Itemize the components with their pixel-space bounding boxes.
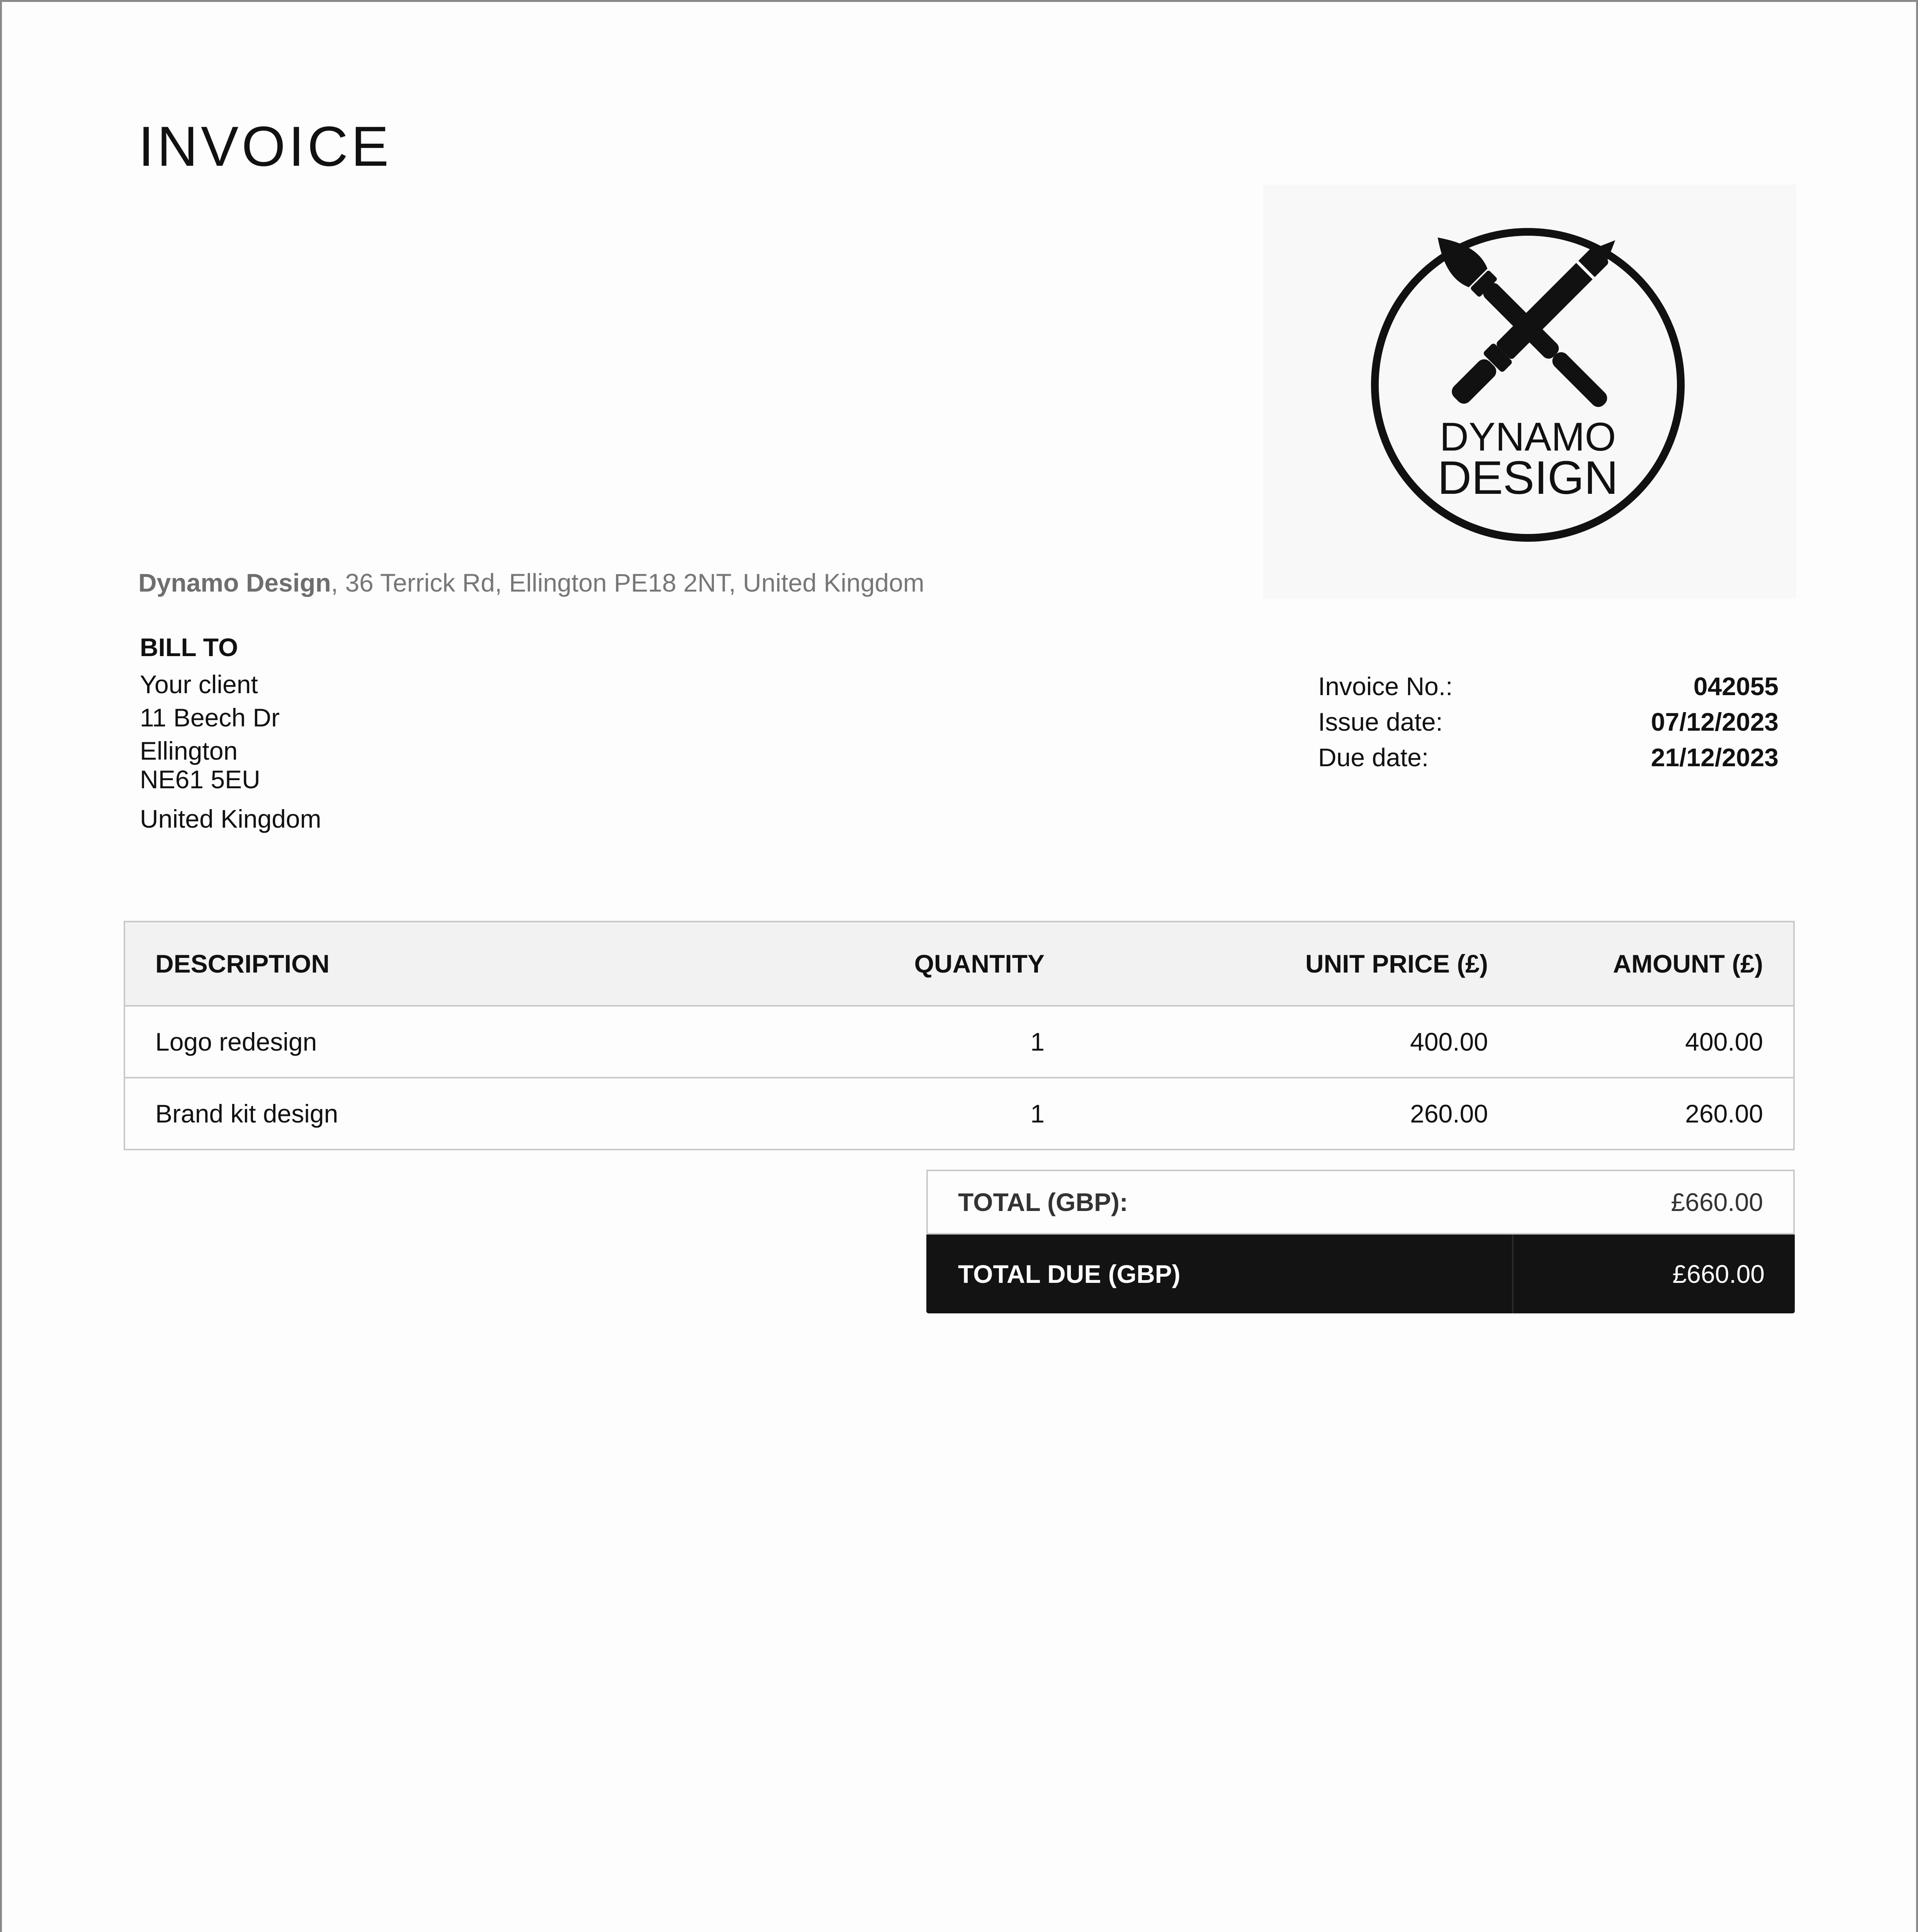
client-name: Your client — [140, 670, 258, 699]
header-description: DESCRIPTION — [155, 949, 330, 978]
row-description: Brand kit design — [155, 1099, 338, 1128]
client-city: Ellington — [140, 736, 238, 765]
bill-to-block — [140, 634, 321, 832]
issue-date-label: Issue date: — [1318, 707, 1443, 736]
totals-block — [926, 1170, 1795, 1313]
invoice-meta — [1318, 672, 1779, 778]
logo-graphic — [1263, 185, 1796, 599]
table-row — [125, 1007, 1793, 1078]
row-quantity: 1 — [1030, 1099, 1045, 1128]
due-date-label: Due date: — [1318, 743, 1429, 772]
invoice-number-label: Invoice No.: — [1318, 672, 1453, 701]
total-row — [926, 1170, 1795, 1235]
sender-name: Dynamo Design — [138, 568, 331, 597]
total-due-row — [926, 1235, 1795, 1313]
total-label: TOTAL (GBP): — [958, 1188, 1128, 1216]
bill-to-heading: BILL TO — [140, 633, 238, 662]
table-header — [125, 922, 1793, 1007]
client-street: 11 Beech Dr — [140, 703, 280, 732]
row-quantity: 1 — [1030, 1027, 1045, 1056]
header-quantity: QUANTITY — [914, 949, 1045, 978]
row-amount: 400.00 — [1685, 1027, 1763, 1056]
row-amount: 260.00 — [1685, 1099, 1763, 1128]
row-description: Logo redesign — [155, 1027, 317, 1056]
total-due-value: £660.00 — [1512, 1235, 1795, 1313]
due-date-value: 21/12/2023 — [1651, 743, 1779, 772]
client-postcode: NE61 5EU — [140, 765, 260, 794]
sender-address-line — [138, 568, 924, 597]
client-country: United Kingdom — [140, 804, 321, 833]
total-value: £660.00 — [1671, 1188, 1763, 1216]
invoice-number-value: 042055 — [1693, 672, 1779, 701]
sender-address: , 36 Terrick Rd, Ellington PE18 2NT, United Kingdom — [331, 568, 924, 597]
company-logo — [1263, 185, 1796, 599]
issue-date-row — [1318, 707, 1779, 743]
row-unit-price: 260.00 — [1410, 1099, 1488, 1128]
table-row — [125, 1078, 1793, 1149]
logo-text-line1: DYNAMO — [1439, 415, 1616, 459]
row-unit-price: 400.00 — [1410, 1027, 1488, 1056]
issue-date-value: 07/12/2023 — [1651, 707, 1779, 736]
logo-text-line2: DESIGN — [1437, 451, 1618, 504]
invoice-number-row — [1318, 672, 1779, 707]
line-items-table — [124, 921, 1795, 1150]
document-title: INVOICE — [138, 115, 392, 178]
due-date-row — [1318, 743, 1779, 778]
total-due-label: TOTAL DUE (GBP) — [958, 1260, 1181, 1288]
header-unit-price: UNIT PRICE (£) — [1305, 949, 1488, 978]
header-amount: AMOUNT (£) — [1613, 949, 1763, 978]
